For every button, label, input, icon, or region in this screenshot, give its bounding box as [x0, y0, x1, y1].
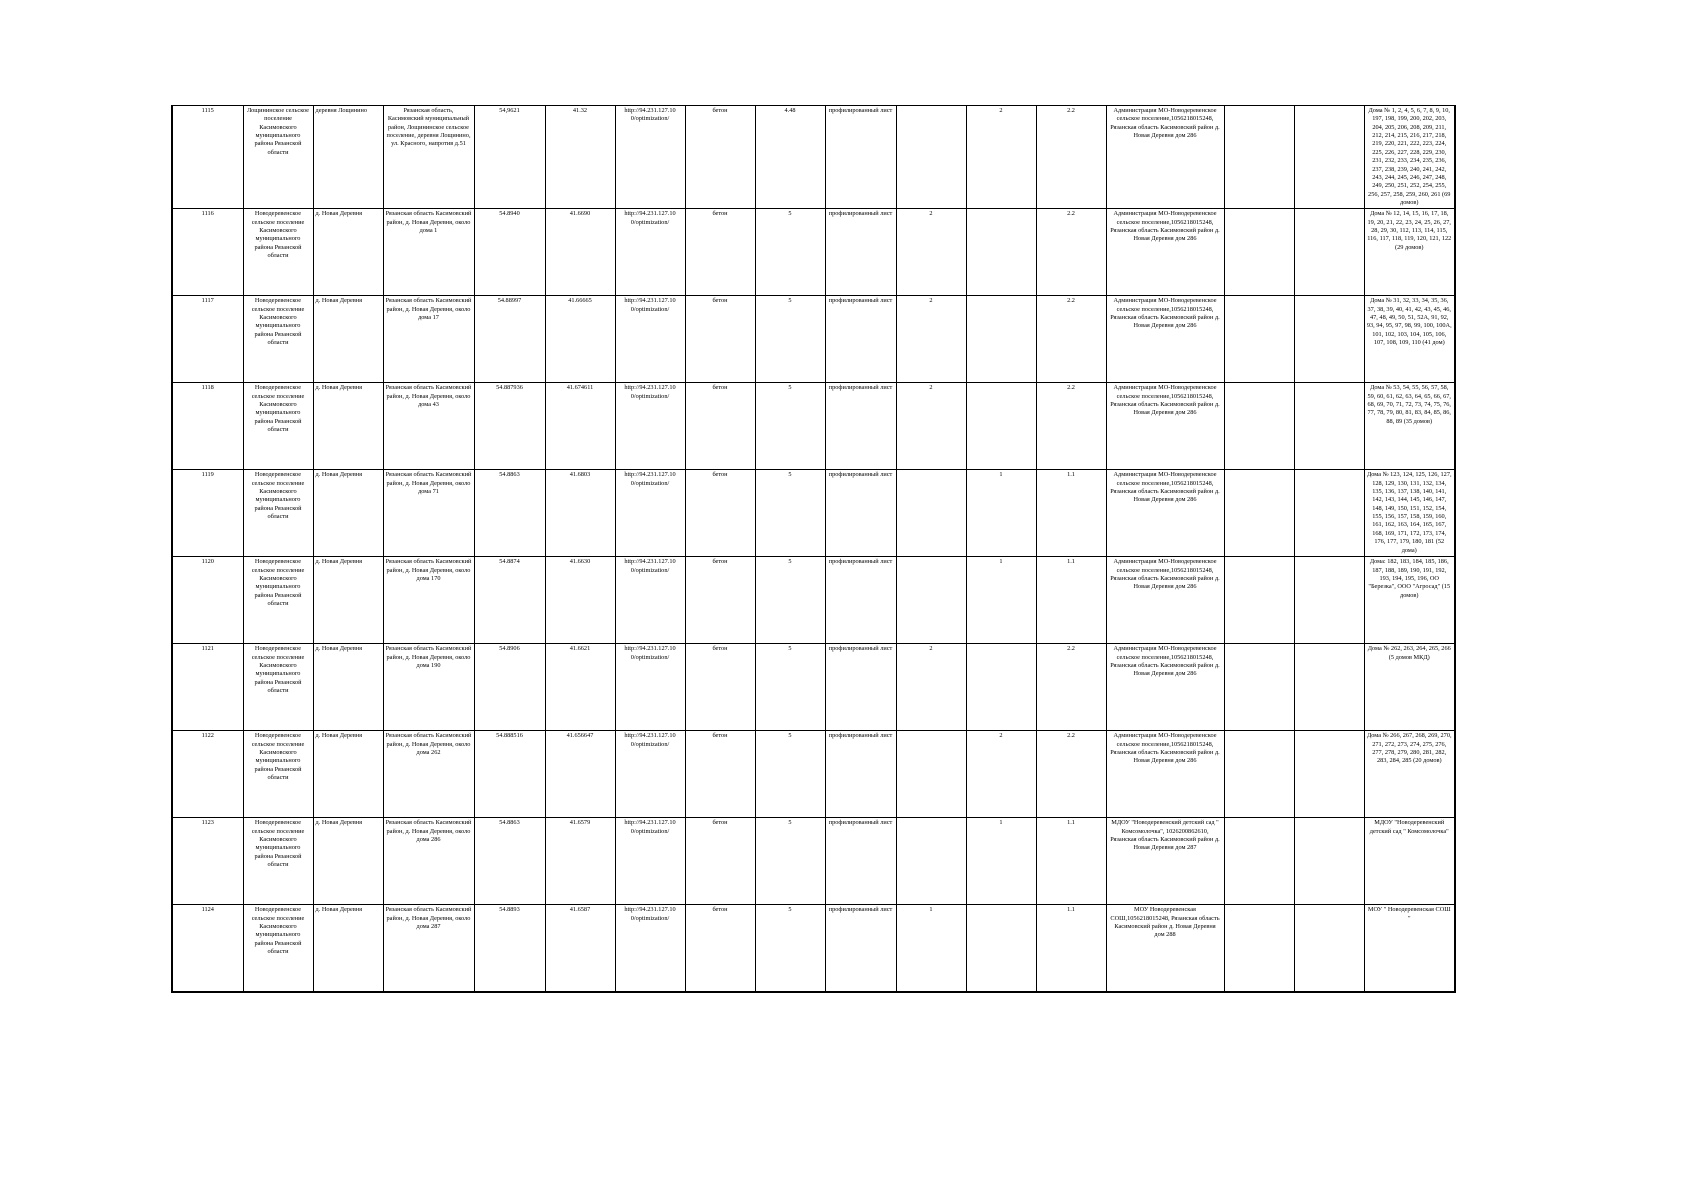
cell-settlement: Новодеревенское сельское поселение Касимовского муниципального района Рязанской области: [243, 818, 313, 905]
cell-latitude: 54.8863: [474, 818, 545, 905]
table-row: [172, 383, 1455, 470]
cell-fence: профилированный лист: [825, 644, 896, 731]
cell-latitude: 54.8906: [474, 644, 545, 731]
table-row: [172, 296, 1455, 383]
table-row: [172, 209, 1455, 296]
cell-settlement: Новодеревенское сельское поселение Касимовского муниципального района Рязанской области: [243, 209, 313, 296]
table-row: [172, 470, 1455, 557]
cell-col12: [966, 209, 1036, 296]
cell-col12: [966, 296, 1036, 383]
cell-fence: профилированный лист: [825, 383, 896, 470]
cell-served-objects: Дома № 262, 263, 264, 265, 266 (5 домов МКД): [1364, 644, 1455, 731]
cell-surface: бетон: [685, 383, 755, 470]
cell-col16: [1294, 731, 1364, 818]
cell-number: 1116: [172, 209, 243, 296]
cell-longitude: 41.6690: [545, 209, 615, 296]
cell-locality: д. Новая Деревня: [313, 296, 383, 383]
cell-latitude: 54.8893: [474, 905, 545, 992]
cell-served-objects: Дома № 12, 14, 15, 16, 17, 18, 19, 20, 21, 22, 23, 24, 25, 26, 27, 28, 29, 30, 112, 113, 114, 115, 116, 117, 118, 119, 120, 121, 122 (29 домов): [1364, 209, 1455, 296]
cell-fence: профилированный лист: [825, 470, 896, 557]
cell-served-objects: Дома № 31, 32, 33, 34, 35, 36, 37, 38, 39, 40, 41, 42, 43, 45, 46, 47, 48, 49, 50, 51, 52А, 91, 92, 93, 94, 95, 97, 98, 99, 100, 100А, 101, 102, 103, 104, 105, 106, 107, 108, 109, 110 (41 дом): [1364, 296, 1455, 383]
cell-owner: МДОУ "Новодеревенский детский сад " Комсомолочка", 1026200862610, Рязанская область Касимовский район д. Новая Деревня дом 287: [1106, 818, 1224, 905]
cell-link[interactable]: http://94.231.127.10 0/optimization/: [615, 818, 685, 905]
cell-settlement: Новодеревенское сельское поселение Касимовского муниципального района Рязанской области: [243, 383, 313, 470]
cell-locality: д. Новая Деревня: [313, 470, 383, 557]
cell-col13: 1.1: [1036, 557, 1106, 644]
cell-surface: бетон: [685, 731, 755, 818]
cell-surface: бетон: [685, 470, 755, 557]
cell-fence: профилированный лист: [825, 296, 896, 383]
cell-number: 1120: [172, 557, 243, 644]
cell-served-objects: Дома № 123, 124, 125, 126, 127, 128, 129, 130, 131, 132, 134, 135, 136, 137, 138, 140, 141, 142, 143, 144, 145, 146, 147, 148, 149, 150, 151, 152, 154, 155, 156, 157, 158, 159, 160, 161, 162, 163, 164, 165, 167, 168, 169, 171, 172, 173, 174, 176, 177, 179, 180, 181 (52 дома): [1364, 470, 1455, 557]
cell-longitude: 41.674611: [545, 383, 615, 470]
cell-area: 5: [755, 557, 825, 644]
cell-latitude: 54.88997: [474, 296, 545, 383]
cell-area: 5: [755, 470, 825, 557]
cell-col12: 1: [966, 470, 1036, 557]
cell-col15: [1224, 557, 1294, 644]
cell-served-objects: Дома: 182, 183, 184, 185, 186, 187, 188, 189, 190, 191, 192, 193, 194, 195, 196, ОО "Березка", ООО "Агросад" (15 домов): [1364, 557, 1455, 644]
cell-link[interactable]: http://94.231.127.10 0/optimization/: [615, 106, 685, 209]
cell-area: 5: [755, 209, 825, 296]
cell-address: Рязанская область Касимовский район, д. Новая Деревня, около дома 17: [383, 296, 474, 383]
cell-fence: профилированный лист: [825, 905, 896, 992]
cell-number: 1119: [172, 470, 243, 557]
cell-served-objects: МОУ " Новодеревенская СОШ ": [1364, 905, 1455, 992]
cell-area: 5: [755, 818, 825, 905]
cell-longitude: 41.656647: [545, 731, 615, 818]
cell-settlement: Новодеревенское сельское поселение Касимовского муниципального района Рязанской области: [243, 557, 313, 644]
cell-col11: [896, 818, 966, 905]
cell-owner: Администрация МО-Новодеревенское сельское поселение,1056218015248, Рязанская область Касимовский район д. Новая Деревня дом 286: [1106, 731, 1224, 818]
cell-col11: 2: [896, 644, 966, 731]
cell-settlement: Новодеревенское сельское поселение Касимовского муниципального района Рязанской области: [243, 644, 313, 731]
cell-col12: 1: [966, 818, 1036, 905]
cell-address: Рязанская область Касимовский район, д. Новая Деревня, около дома 43: [383, 383, 474, 470]
cell-surface: бетон: [685, 905, 755, 992]
cell-number: 1118: [172, 383, 243, 470]
cell-latitude: 54.8874: [474, 557, 545, 644]
cell-served-objects: Дома № 53, 54, 55, 56, 57, 58, 59, 60, 61, 62, 63, 64, 65, 66, 67, 68, 69, 70, 71, 72, 73, 74, 75, 76, 77, 78, 79, 80, 81, 83, 84, 85, 86, 88, 89 (35 домов): [1364, 383, 1455, 470]
cell-owner: Администрация МО-Новодеревенское сельское поселение,1056218015248, Рязанская область Касимовский район д. Новая Деревня дом 286: [1106, 296, 1224, 383]
cell-area: 5: [755, 383, 825, 470]
cell-col16: [1294, 106, 1364, 209]
cell-fence: профилированный лист: [825, 209, 896, 296]
cell-link[interactable]: http://94.231.127.10 0/optimization/: [615, 383, 685, 470]
cell-address: Рязанская область Касимовский район, д. Новая Деревня, около дома 287: [383, 905, 474, 992]
cell-locality: д. Новая Деревня: [313, 905, 383, 992]
cell-col13: 2.2: [1036, 644, 1106, 731]
cell-col12: 2: [966, 731, 1036, 818]
cell-link[interactable]: http://94.231.127.10 0/optimization/: [615, 296, 685, 383]
cell-owner: Администрация МО-Новодеревенское сельское поселение,1056218015248, Рязанская область Касимовский район д. Новая Деревня дом 286: [1106, 470, 1224, 557]
cell-latitude: 54,9621: [474, 106, 545, 209]
table-row: [172, 731, 1455, 818]
cell-owner: Администрация МО-Новодеревенское сельское поселение,1056218015248, Рязанская область Касимовский район д. Новая Деревня дом 286: [1106, 383, 1224, 470]
cell-col11: [896, 557, 966, 644]
cell-address: Рязанская область Касимовский район, д. Новая Деревня, около дома 190: [383, 644, 474, 731]
cell-col16: [1294, 383, 1364, 470]
cell-number: 1121: [172, 644, 243, 731]
cell-locality: д. Новая Деревня: [313, 731, 383, 818]
table-row: [172, 905, 1455, 992]
cell-col12: 1: [966, 557, 1036, 644]
cell-address: Рязанская область Касимовский район, д. Новая Деревня, около дома 262: [383, 731, 474, 818]
cell-col13: 2.2: [1036, 383, 1106, 470]
cell-area: 5: [755, 644, 825, 731]
cell-col13: 2.2: [1036, 209, 1106, 296]
cell-number: 1123: [172, 818, 243, 905]
cell-owner: МОУ Новодеревенская СОШ,1056218015248, Рязанская область Касимовский район д. Новая Деревня дом 288: [1106, 905, 1224, 992]
cell-longitude: 41.6803: [545, 470, 615, 557]
cell-served-objects: Дома № 266, 267, 268, 269, 270, 271, 272, 273, 274, 275, 276, 277, 278, 279, 280, 281, 282, 283, 284, 285 (20 домов): [1364, 731, 1455, 818]
cell-col16: [1294, 818, 1364, 905]
cell-address: Рязанская область Касимовский район, д. Новая Деревня, около дома 170: [383, 557, 474, 644]
cell-surface: бетон: [685, 106, 755, 209]
cell-link[interactable]: http://94.231.127.10 0/optimization/: [615, 905, 685, 992]
cell-col16: [1294, 209, 1364, 296]
cell-longitude: 41.6587: [545, 905, 615, 992]
cell-col16: [1294, 905, 1364, 992]
cell-area: 5: [755, 905, 825, 992]
table-row: [172, 106, 1455, 209]
cell-area: 5: [755, 731, 825, 818]
cell-number: 1122: [172, 731, 243, 818]
cell-locality: деревня Лощинино: [313, 106, 383, 209]
cell-link[interactable]: http://94.231.127.10 0/optimization/: [615, 209, 685, 296]
cell-col13: 1.1: [1036, 470, 1106, 557]
cell-locality: д. Новая Деревня: [313, 383, 383, 470]
cell-link[interactable]: http://94.231.127.10 0/optimization/: [615, 557, 685, 644]
cell-served-objects: МДОУ "Новодеревенский детский сад " Комсомолочка": [1364, 818, 1455, 905]
cell-latitude: 54.8863: [474, 470, 545, 557]
cell-col15: [1224, 644, 1294, 731]
cell-col13: 1.1: [1036, 818, 1106, 905]
cell-col11: 2: [896, 209, 966, 296]
cell-col13: 2.2: [1036, 296, 1106, 383]
register-sheet: [171, 105, 1456, 993]
cell-col12: [966, 644, 1036, 731]
cell-col16: [1294, 296, 1364, 383]
cell-col15: [1224, 106, 1294, 209]
cell-col12: 2: [966, 106, 1036, 209]
cell-fence: профилированный лист: [825, 106, 896, 209]
cell-surface: бетон: [685, 209, 755, 296]
cell-number: 1117: [172, 296, 243, 383]
cell-col15: [1224, 905, 1294, 992]
cell-surface: бетон: [685, 644, 755, 731]
cell-col15: [1224, 470, 1294, 557]
cell-col13: 2.2: [1036, 731, 1106, 818]
waste-sites-table: [171, 105, 1456, 993]
cell-fence: профилированный лист: [825, 731, 896, 818]
cell-col13: 2.2: [1036, 106, 1106, 209]
cell-address: Рязанская область, Касимовский муниципальный район, Лощининское сельское поселение, деревня Лощинино, ул. Красного, напротив д.51: [383, 106, 474, 209]
cell-link[interactable]: http://94.231.127.10 0/optimization/: [615, 644, 685, 731]
cell-col15: [1224, 731, 1294, 818]
cell-link[interactable]: http://94.231.127.10 0/optimization/: [615, 470, 685, 557]
cell-col11: 1: [896, 905, 966, 992]
cell-number: 1115: [172, 106, 243, 209]
cell-locality: д. Новая Деревня: [313, 818, 383, 905]
cell-col11: 2: [896, 383, 966, 470]
cell-owner: Администрация МО-Новодеревенское сельское поселение,1056218015248, Рязанская область Касимовский район д. Новая Деревня дом 286: [1106, 209, 1224, 296]
cell-owner: Администрация МО-Новодеревенское сельское поселение,1056218015248, Рязанская область Касимовский район д. Новая Деревня дом 286: [1106, 557, 1224, 644]
cell-surface: бетон: [685, 818, 755, 905]
table-row: [172, 644, 1455, 731]
cell-col15: [1224, 296, 1294, 383]
cell-locality: д. Новая Деревня: [313, 557, 383, 644]
cell-settlement: Новодеревенское сельское поселение Касимовского муниципального района Рязанской области: [243, 731, 313, 818]
cell-longitude: 41.6579: [545, 818, 615, 905]
cell-link[interactable]: http://94.231.127.10 0/optimization/: [615, 731, 685, 818]
cell-number: 1124: [172, 905, 243, 992]
cell-address: Рязанская область Касимовский район, д. Новая Деревня, около дома 286: [383, 818, 474, 905]
cell-col16: [1294, 470, 1364, 557]
cell-surface: бетон: [685, 296, 755, 383]
cell-fence: профилированный лист: [825, 557, 896, 644]
cell-settlement: Новодеревенское сельское поселение Касимовского муниципального района Рязанской области: [243, 905, 313, 992]
cell-locality: д. Новая Деревня: [313, 644, 383, 731]
cell-col16: [1294, 644, 1364, 731]
cell-col13: 1.1: [1036, 905, 1106, 992]
cell-longitude: 41.6621: [545, 644, 615, 731]
cell-settlement: Лощининское сельское поселение Касимовского муниципального района Рязанской области: [243, 106, 313, 209]
cell-address: Рязанская область Касимовский район, д. Новая Деревня, около дома 71: [383, 470, 474, 557]
cell-col15: [1224, 818, 1294, 905]
cell-col12: [966, 905, 1036, 992]
cell-locality: д. Новая Деревня: [313, 209, 383, 296]
cell-settlement: Новодеревенское сельское поселение Касимовского муниципального района Рязанской области: [243, 296, 313, 383]
cell-col15: [1224, 383, 1294, 470]
cell-owner: Администрация МО-Новодеревенское сельское поселение,1056218015248, Рязанская область Касимовский район д. Новая Деревня дом 286: [1106, 644, 1224, 731]
cell-longitude: 41.6630: [545, 557, 615, 644]
cell-latitude: 54.888516: [474, 731, 545, 818]
cell-col11: [896, 731, 966, 818]
table-row: [172, 818, 1455, 905]
cell-served-objects: Дома № 1, 2, 4, 5, 6, 7, 8, 9, 10, 197, 198, 199, 200, 202, 203, 204, 205, 206, 208, 209, 211, 212, 214, 215, 216, 217, 218, 219, 220, 221, 222, 223, 224, 225, 226, 227, 228, 229, 230, 231, 232, 233, 234, 235, 236, 237, 238, 239, 240, 241, 242, 243, 244, 245, 246, 247, 248, 249, 250, 251, 252, 254, 255, 256, 257, 258, 259, 260, 261 (69 домов): [1364, 106, 1455, 209]
cell-col11: [896, 106, 966, 209]
cell-area: 4.48: [755, 106, 825, 209]
cell-settlement: Новодеревенское сельское поселение Касимовского муниципального района Рязанской области: [243, 470, 313, 557]
cell-col16: [1294, 557, 1364, 644]
cell-owner: Администрация МО-Новодеревенское сельское поселение,1056218015248, Рязанская область Касимовский район д. Новая Деревня дом 286: [1106, 106, 1224, 209]
cell-surface: бетон: [685, 557, 755, 644]
cell-col11: 2: [896, 296, 966, 383]
cell-longitude: 41.66665: [545, 296, 615, 383]
table-row: [172, 557, 1455, 644]
cell-latitude: 54.887936: [474, 383, 545, 470]
cell-latitude: 54.8940: [474, 209, 545, 296]
cell-longitude: 41.32: [545, 106, 615, 209]
cell-col11: [896, 470, 966, 557]
cell-col12: [966, 383, 1036, 470]
cell-col15: [1224, 209, 1294, 296]
cell-address: Рязанская область Касимовский район, д. Новая Деревня, около дома 1: [383, 209, 474, 296]
cell-fence: профилированный лист: [825, 818, 896, 905]
cell-area: 5: [755, 296, 825, 383]
